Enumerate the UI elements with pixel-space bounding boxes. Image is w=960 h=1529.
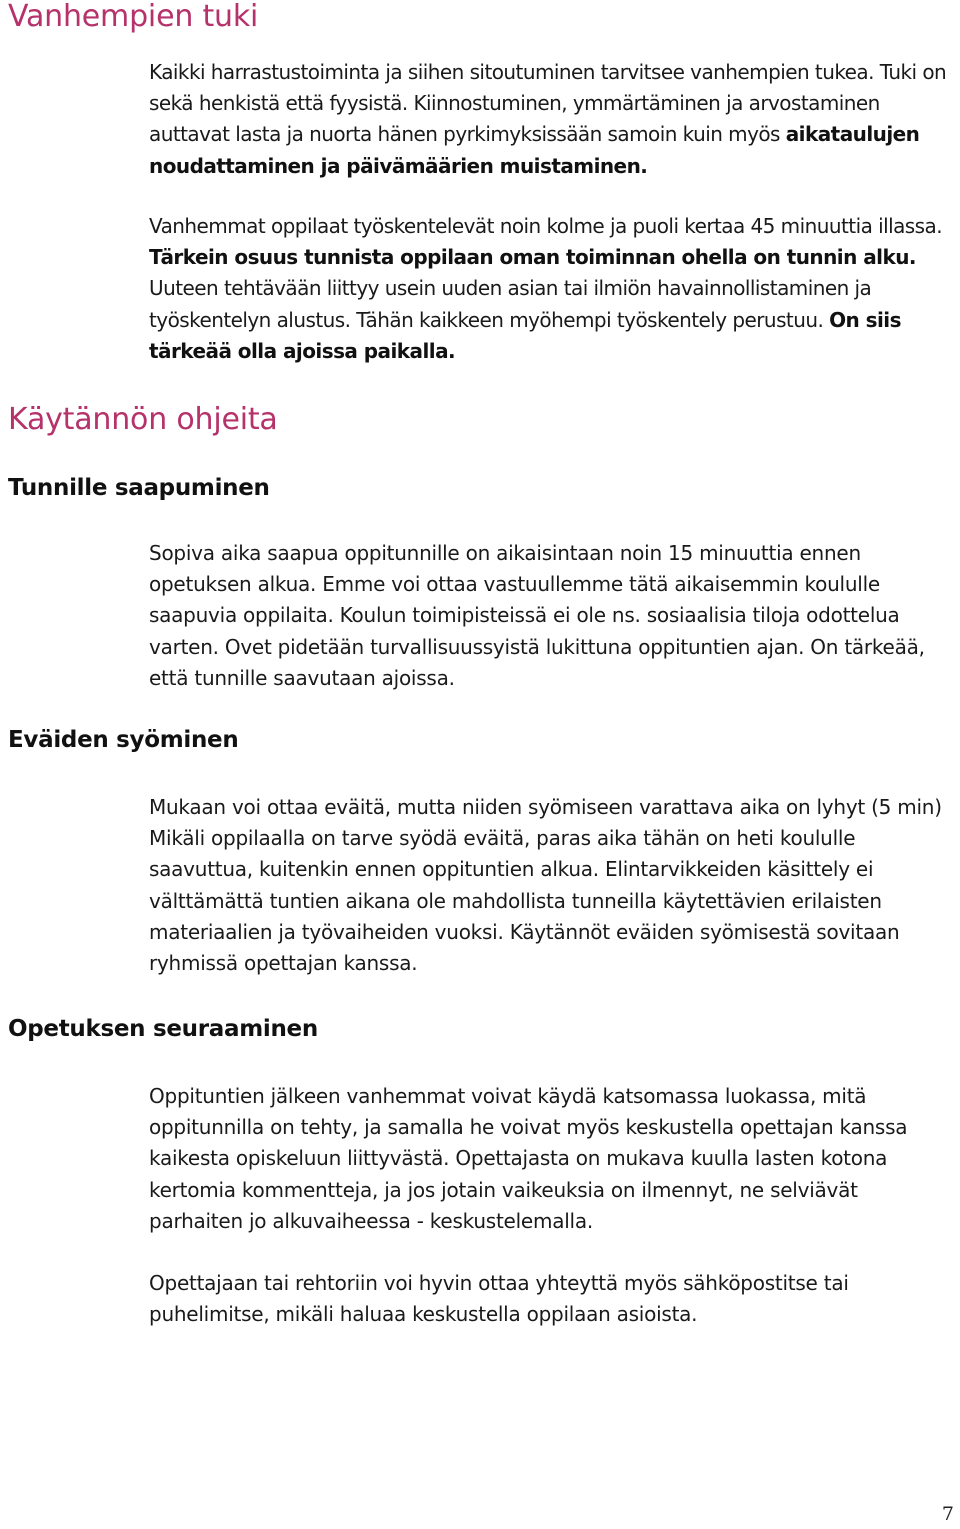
paragraph-bold-text: aikataulujen noudattaminen ja päivämäärien muistaminen. xyxy=(149,122,920,178)
paragraph-bold-text: Tärkein osuus tunnista oppilaan oman toiminnan ohella on tunnin alku. xyxy=(149,245,916,270)
subheading-snacks: Eväiden syöminen xyxy=(8,727,239,753)
paragraph-bold-text: On siis tärkeää olla ajoissa paikalla. xyxy=(149,307,901,363)
following-paragraph-1: Oppituntien jälkeen vanhemmat voivat käydä katsomassa luokassa, mitä oppitunnilla on tehty, ja samalla he voivat myös keskustella opettajan kanssa kaikesta opiskeluun liittyvästä. Opettajasta on mukava kuulla lasten kotona kertomia kommentteja, ja jos jotain vaikeuksia on ilmennyt, ne selviävät parhaiten jo alkuvaiheessa - keskustelemalla. xyxy=(149,1084,908,1233)
page-number: 7 xyxy=(941,1503,954,1525)
paragraph-text: Vanhemmat oppilaat työskentelevät noin kolme ja puoli kertaa 45 minuuttia illassa. xyxy=(149,214,943,238)
section-heading-practical: Käytännön ohjeita xyxy=(8,402,278,437)
section-heading-parent-support: Vanhempien tuki xyxy=(8,0,259,34)
following-paragraph-2: Opettajaan tai rehtoriin voi hyvin ottaa yhteyttä myös sähköpostitse tai puhelimitse, mikäli haluaa keskustella oppilaan asioista. xyxy=(149,1271,849,1327)
subheading-arrival: Tunnille saapuminen xyxy=(8,475,270,501)
parent-support-paragraph-1 xyxy=(149,57,955,182)
arrival-paragraph: Sopiva aika saapua oppitunnille on aikaisintaan noin 15 minuuttia ennen opetuksen alkua. Emme voi ottaa vastuullemme tätä aikaisemmin koululle saapuvia oppilaita. Koulun toimipisteissä ei ole ns. sosiaalisia tiloja odottelua varten. Ovet pidetään turvallisuussyistä lukittuna oppituntien ajan. On tärkeää, että tunnille saavutaan ajoissa. xyxy=(149,541,925,690)
snacks-paragraph: Mukaan voi ottaa eväitä, mutta niiden syömiseen varattava aika on lyhyt (5 min) Mikäli oppilaalla on tarve syödä eväitä, paras aika tähän on heti koululle saavuttua, kuitenkin ennen oppituntien alkua. Elintarvikkeiden käsittely ei välttämättä tuntien aikana ole mahdollista tunneilla käytettävien erilaisten materiaalien ja työvaiheiden vuoksi. Käytännöt eväiden syömisestä sovitaan ryhmissä opettajan kanssa. xyxy=(149,795,942,976)
parent-support-paragraph-2 xyxy=(149,211,955,367)
subheading-following: Opetuksen seuraaminen xyxy=(8,1016,318,1042)
paragraph-text: Uuteen tehtävään liittyy usein uuden asian tai ilmiön havainnollistaminen ja työskentelyn alustus. Tähän kaikkeen myöhempi työskentely perustuu. xyxy=(149,276,872,332)
paragraph-text: Kaikki harrastustoiminta ja siihen sitoutuminen tarvitsee vanhempien tukea. Tuki on sekä henkistä että fyysistä. Kiinnostuminen, ymmärtäminen ja arvostaminen auttavat lasta ja nuorta hänen pyrkimyksissään samoin kuin myös xyxy=(149,60,947,147)
